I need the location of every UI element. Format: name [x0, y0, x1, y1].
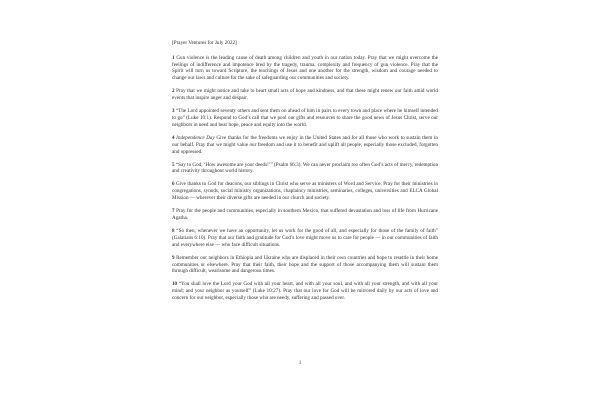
prayer-entry-text: “You shall love the Lord your God with all your heart, and with all your soul, and with all your strength, and with all your mind; and your neighbor as yourself” (Luke 10:27). Pray that our love for God will be mirrored daily by our acts of love and concern for our neighbor, especially those who are needy, suffering and passed over.	[172, 281, 438, 302]
prayer-entry	[172, 162, 438, 176]
prayer-entry	[172, 108, 438, 129]
page-number: 1	[298, 360, 302, 366]
prayer-entry-number: 3	[172, 108, 175, 115]
prayer-entry-number: 2	[172, 88, 175, 95]
prayer-entry-text: Pray that we might notice and take to heart small acts of hope and kindness, and that these might renew our faith amid world events that inspire anger and despair.	[172, 88, 438, 102]
prayer-entry-number: 5	[172, 161, 175, 168]
prayer-entry-number: 1	[172, 54, 175, 61]
prayer-entry-text: “The Lord appointed seventy others and sent them on ahead of him in pairs to every town and place where he himself intended to go” (Luke 10:1). Respond to God’s call that we pool our gifts and resources to share the good news of Jesus Christ, serve our neighbors in need and bear hope, peace and equity into the world.	[172, 108, 438, 128]
prayer-entry	[172, 181, 438, 202]
prayer-entry-text: “So then, whenever we have an opportunity, let us work for the good of all, and especially for those of the family of faith” (Galatians 6:10). Pray that our faith and gratitude for God’s love might move us to care for people — in our communities of faith and everywhere else — who face difficult situations.	[172, 228, 438, 248]
prayer-entry-text: Give thanks for the freedoms we enjoy in the United States and for all those who work to sustain them in our behalf. Pray that we might value our freedom and use it to benefit and uplift all people, especially those excluded, forgotten and oppressed.	[172, 134, 438, 155]
prayer-entry-text: “Say to God, ‘How awesome are your deeds!’” (Psalm 66:3). We can never proclaim too often God’s acts of mercy, redemption and creativity throughout world history.	[172, 161, 439, 175]
document-body	[172, 40, 438, 302]
prayer-entry	[172, 228, 438, 249]
prayer-entry	[172, 135, 438, 156]
prayer-entry-list	[172, 55, 438, 302]
prayer-entry	[172, 88, 438, 102]
prayer-entry	[172, 255, 438, 276]
prayer-entry-text: Give thanks to God for deacons, our siblings in Christ who serve as ministers of Word and Service. Pray for their ministries in congregations, synods, social ministry organizations, chaplaincy ministries, seminaries, colleges, universities and ELCA Global Mission — wherever their diverse gifts are needed in our church and society.	[172, 181, 438, 202]
prayer-entry	[172, 208, 438, 222]
prayer-entry	[172, 281, 438, 302]
prayer-entry-emphasis: Independence Day	[176, 134, 215, 141]
prayer-entry-number: 10	[172, 281, 178, 288]
prayer-entry-number: 7	[172, 208, 175, 215]
prayer-entry-number: 9	[172, 254, 175, 261]
prayer-entry-number: 6	[172, 181, 175, 188]
prayer-entry-number: 8	[172, 228, 175, 235]
prayer-entry-text: Gun violence is the leading cause of death among children and youth in our nation today. Pray that we might overcome the feelings of indifference and impotence bred by the tragedy, trauma, complexity and frequency of gun violence. Pray that the Spirit will turn us toward Scripture, the teachings of Jesus and one another for the strength, wisdom and courage needed to change our laws and culture for the sake of safeguarding our communities and society.	[172, 54, 438, 82]
prayer-entry-text: Remember our neighbors in Ethiopia and Ukraine who are displaced in their own countries and hope to resettle in their home communities or elsewhere. Pray that their faith, their hope and the support of those accompanying them will sustain them through difficult, wearisome and dangerous times.	[172, 254, 439, 275]
prayer-entry-number: 4	[172, 134, 175, 141]
prayer-entry	[172, 55, 438, 82]
prayer-entry-text: Pray for the people and communities, especially in southern Mexico, that suffered devastation and loss of life from Hurricane Agatha.	[172, 208, 438, 222]
document-title: [Prayer Ventures for July 2022]	[172, 40, 237, 46]
